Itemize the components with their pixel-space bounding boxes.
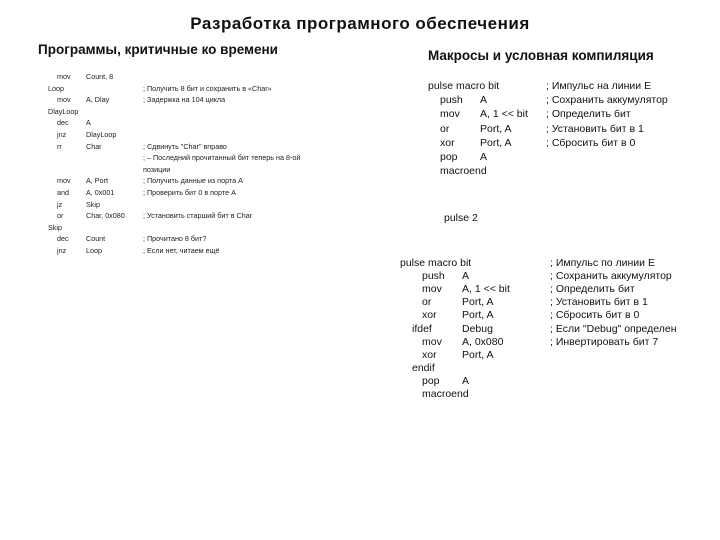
code-op: or xyxy=(57,211,64,221)
code-comment: ; Задержка на 104 цикла xyxy=(143,95,226,105)
code-args: A, Port xyxy=(86,176,108,186)
code-line xyxy=(48,246,368,258)
code-line xyxy=(428,151,718,165)
code-args: A, 0x080 xyxy=(462,335,504,348)
code-comment: ; Инвертировать бит 7 xyxy=(550,335,659,348)
code-args: Loop xyxy=(86,246,102,255)
code-op: xor xyxy=(440,136,455,149)
code-op: jnz xyxy=(57,130,67,139)
code-op: or xyxy=(422,296,432,309)
code-line xyxy=(48,200,368,212)
code-args: A xyxy=(462,374,470,387)
code-line xyxy=(400,323,718,336)
code-op: mov xyxy=(57,72,71,81)
code-line xyxy=(48,72,368,84)
code-args: A xyxy=(480,151,488,163)
code-comment: ; Определить бит xyxy=(546,108,631,121)
code-op: jz xyxy=(57,199,63,209)
code-comment: ; Проверить бит 0 в порте A xyxy=(143,188,236,197)
code-args: Count, 8 xyxy=(86,72,114,81)
code-line xyxy=(400,283,718,296)
code-op: endif xyxy=(412,361,435,374)
code-line xyxy=(48,223,368,235)
code-line xyxy=(48,153,368,165)
code-line xyxy=(428,94,718,108)
code-comment: ; Установить старший бит в Char xyxy=(143,211,253,221)
code-line xyxy=(48,188,368,200)
code-line xyxy=(400,309,718,322)
macro-listing-1 xyxy=(428,80,718,180)
code-args: A, 1 << bit xyxy=(462,283,510,296)
code-line xyxy=(48,165,368,177)
code-comment: ; Если "Debug" определен xyxy=(550,322,677,335)
code-args: Char, 0x080 xyxy=(86,211,125,221)
code-comment: ; Сдвинуть "Char" вправо xyxy=(143,141,227,151)
code-line xyxy=(48,118,368,130)
code-args: A xyxy=(480,94,488,107)
code-line xyxy=(48,176,368,188)
code-comment: ; Получить 8 бит и сохранить в «Char» xyxy=(143,83,272,93)
code-line xyxy=(400,349,718,362)
page-title: Разработка програмного обеспечения xyxy=(190,14,530,33)
code-label: Skip xyxy=(48,222,62,232)
code-line xyxy=(48,211,368,223)
code-op: macroend xyxy=(422,388,469,400)
code-line xyxy=(400,257,718,270)
code-args: A, 1 << bit xyxy=(480,108,528,121)
left-heading: Программы, критичные ко времени xyxy=(38,42,278,57)
code-args: Port, A xyxy=(480,122,512,135)
code-line xyxy=(48,95,368,107)
code-comment: ; – Последний прочитанный бит теперь на 8-ой xyxy=(143,153,301,163)
code-comment: ; Сбросить бит в 0 xyxy=(550,309,640,322)
code-line xyxy=(400,336,718,349)
code-label: pulse macro bit xyxy=(428,80,500,92)
code-line xyxy=(48,234,368,246)
code-args: Port, A xyxy=(462,348,494,361)
code-args: Debug xyxy=(462,322,493,335)
timing-code-listing xyxy=(48,72,368,262)
code-line xyxy=(48,142,368,154)
code-args: Skip xyxy=(86,199,100,209)
code-comment: ; Сбросить бит в 0 xyxy=(546,136,636,149)
code-line xyxy=(400,388,718,401)
code-args: A, 0x001 xyxy=(86,188,115,197)
code-op: mov xyxy=(57,95,71,105)
code-op: xor xyxy=(422,309,437,322)
code-comment: ; Установить бит в 1 xyxy=(550,296,648,309)
code-op: ifdef xyxy=(412,322,432,335)
code-op: and xyxy=(57,188,69,197)
code-line xyxy=(48,84,368,96)
code-op: mov xyxy=(422,283,442,296)
code-line xyxy=(400,362,718,375)
code-args: Port, A xyxy=(462,296,494,309)
code-args: A xyxy=(462,270,470,283)
code-op: dec xyxy=(57,234,69,244)
code-op: mov xyxy=(57,176,71,186)
code-comment: ; Импульс по линии E xyxy=(550,257,655,269)
code-label: Loop xyxy=(48,83,64,93)
code-comment: ; Импульс на линии E xyxy=(546,80,652,92)
code-op: rr xyxy=(57,141,62,151)
code-line xyxy=(428,108,718,122)
code-comment: позиции xyxy=(143,164,171,174)
code-args: DlayLoop xyxy=(86,130,117,139)
code-line xyxy=(400,270,718,283)
code-op: mov xyxy=(422,335,442,348)
code-line xyxy=(48,130,368,142)
code-args: Count xyxy=(86,234,106,244)
code-line xyxy=(428,80,718,94)
code-op: push xyxy=(440,94,463,107)
code-op: pop xyxy=(422,374,440,387)
code-label: pulse macro bit xyxy=(400,257,472,269)
code-comment: ; Установить бит в 1 xyxy=(546,122,644,135)
code-args: A, Dlay xyxy=(86,95,110,105)
code-op: pop xyxy=(440,151,458,163)
code-comment: ; Определить бит xyxy=(550,283,635,296)
code-line xyxy=(428,165,718,179)
right-heading: Макросы и условная компиляция xyxy=(428,48,654,63)
macro-listing-2 xyxy=(400,257,718,417)
code-op: macroend xyxy=(440,165,487,178)
macro-invocation: pulse 2 xyxy=(444,212,478,224)
code-args: Char xyxy=(86,141,102,151)
code-args: A xyxy=(86,118,91,128)
code-comment: ; Сохранить аккумулятор xyxy=(550,270,672,283)
code-line xyxy=(48,107,368,119)
code-op: or xyxy=(440,122,450,135)
code-label: DlayLoop xyxy=(48,106,79,116)
code-op: mov xyxy=(440,108,460,121)
code-comment: ; Сохранить аккумулятор xyxy=(546,94,668,107)
code-line xyxy=(428,123,718,137)
code-op: jnz xyxy=(57,246,67,255)
code-op: push xyxy=(422,270,445,283)
code-comment: ; Если нет, читаем ещё xyxy=(143,246,220,255)
code-args: Port, A xyxy=(462,309,494,322)
code-line xyxy=(428,137,718,151)
code-comment: ; Прочитано 8 бит? xyxy=(143,234,207,244)
code-line xyxy=(400,296,718,309)
code-line xyxy=(400,375,718,388)
code-op: xor xyxy=(422,348,437,361)
code-op: dec xyxy=(57,118,69,128)
code-comment: ; Получить данные из порта A xyxy=(143,176,243,186)
code-args: Port, A xyxy=(480,136,512,149)
